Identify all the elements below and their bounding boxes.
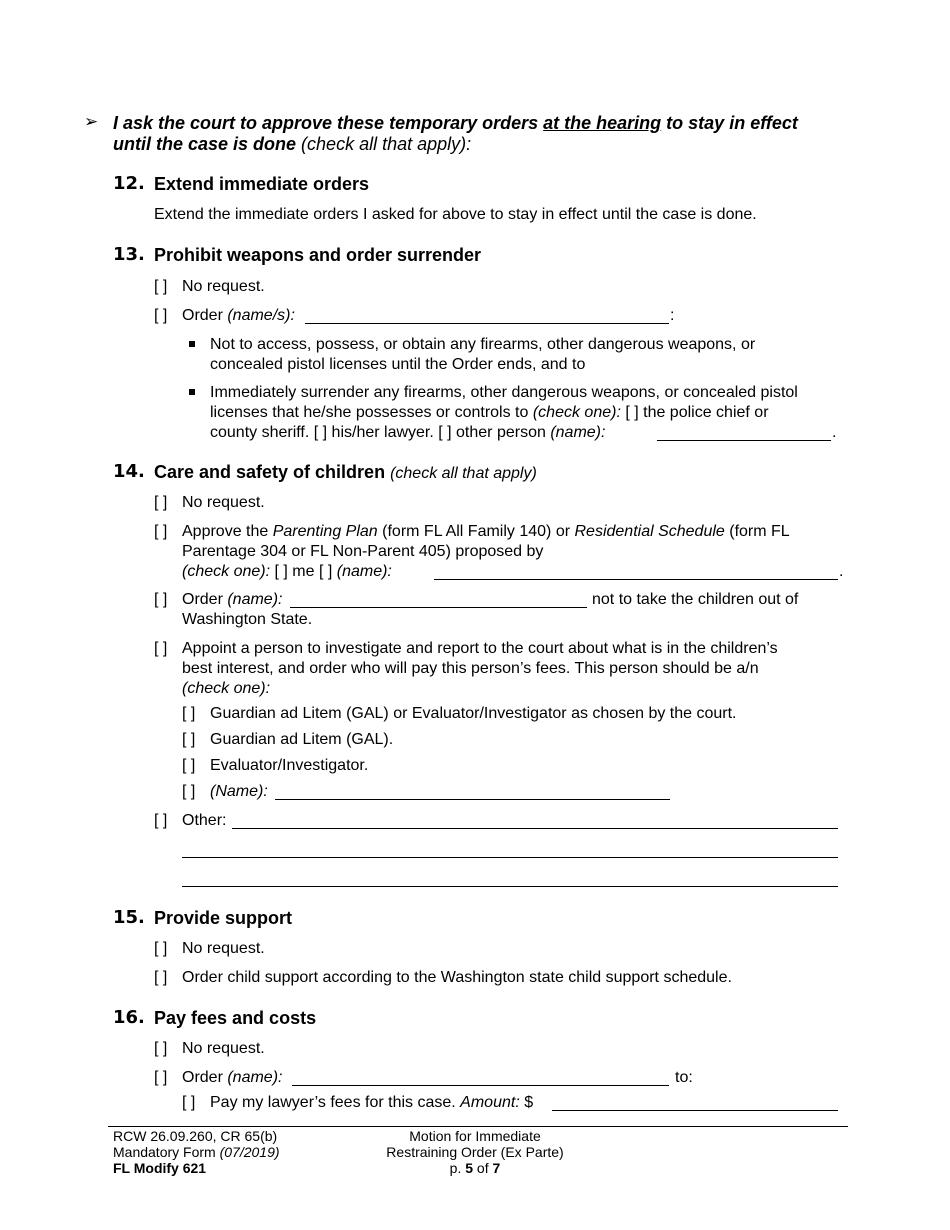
section-16-title: Pay fees and costs xyxy=(154,1008,317,1028)
s15-checkbox-order-support[interactable]: [ ] xyxy=(154,969,168,986)
s14-residential-schedule: Residential Schedule xyxy=(574,523,725,540)
s14-checkbox-gal-or-evaluator[interactable]: [ ] xyxy=(182,705,196,722)
s13-order-text: Order xyxy=(182,307,228,324)
s14-approve-text-3: (form FL xyxy=(724,523,790,540)
section-15-title: Provide support xyxy=(154,908,293,928)
s14-checkbox-evaluator[interactable]: [ ] xyxy=(182,757,196,774)
s14-title-note: (check all that apply) xyxy=(390,465,537,482)
s14-order-label xyxy=(182,591,282,609)
s14-approve-line-1 xyxy=(182,523,790,541)
s13-checkbox-order[interactable]: [ ] xyxy=(154,307,168,324)
s16-checkbox-no-request[interactable]: [ ] xyxy=(154,1040,168,1057)
s14-order-name-field[interactable] xyxy=(290,607,587,608)
section-13-number: 13. xyxy=(113,244,145,265)
s14-checkbox-order[interactable]: [ ] xyxy=(154,591,168,608)
s14-checkbox-other[interactable]: [ ] xyxy=(154,812,168,829)
intro-text: I ask the court to approve these temporary orders xyxy=(113,113,544,133)
s13-b2-check-one: (check one): xyxy=(532,404,621,421)
s14-check-one: (check one): xyxy=(182,563,271,580)
s13-period: . xyxy=(832,424,837,441)
section-12-number: 12. xyxy=(113,173,145,194)
s16-order-name-label: (name): xyxy=(227,1069,283,1086)
square-bullet-icon xyxy=(189,389,195,395)
s14-appoint-line-3: (check one): xyxy=(182,680,271,697)
s15-checkbox-no-request[interactable]: [ ] xyxy=(154,940,168,957)
s13-bullet-1-line-1: Not to access, possess, or obtain any firearms, other dangerous weapons, or xyxy=(210,336,756,353)
s13-other-person-field[interactable] xyxy=(657,440,831,441)
footer-page-current: 5 xyxy=(465,1160,474,1176)
s14-approve-text-2: (form FL All Family 140) or xyxy=(377,523,575,540)
s13-b2-text: licenses that he/she possesses or controls to xyxy=(210,404,533,421)
s14-other-field-line-2[interactable] xyxy=(182,857,838,858)
footer-title-1: Motion for Immediate xyxy=(409,1128,541,1144)
s13-order-label xyxy=(182,307,295,325)
s14-name-label: (name): xyxy=(336,563,392,580)
intro-line-2 xyxy=(113,134,471,155)
footer-divider xyxy=(108,1126,848,1127)
s13-bullet-2-line-1: Immediately surrender any firearms, other dangerous weapons, or concealed pistol xyxy=(210,384,798,401)
s16-to-label: to: xyxy=(675,1069,693,1086)
intro-text-end: to stay in effect xyxy=(661,113,798,133)
section-16-number: 16. xyxy=(113,1007,145,1028)
section-12-body: Extend the immediate orders I asked for above to stay in effect until the case is done. xyxy=(154,206,757,223)
footer-mandatory-text: Mandatory Form xyxy=(113,1144,220,1160)
s14-other-field-line-1[interactable] xyxy=(232,828,838,829)
footer-rcw: RCW 26.09.260, CR 65(b) xyxy=(113,1128,278,1144)
s16-pay-text: Pay my lawyer’s fees for this case. xyxy=(210,1094,461,1111)
s16-amount-label: Amount: xyxy=(460,1094,520,1111)
s14-order-tail: not to take the children out of xyxy=(592,591,799,608)
s13-checkbox-no-request[interactable]: [ ] xyxy=(154,278,168,295)
footer-page-prefix: p. xyxy=(449,1160,466,1176)
s14-option-gal-or-evaluator: Guardian ad Litem (GAL) or Evaluator/Investigator as chosen by the court. xyxy=(210,705,737,722)
s13-checkbox-police-chief[interactable]: [ ] the police chief or xyxy=(620,404,769,421)
s14-other-label: Other: xyxy=(182,812,227,829)
footer-page-total: 7 xyxy=(492,1160,501,1176)
s13-checkbox-options[interactable]: county sheriff. [ ] his/her lawyer. [ ] other person xyxy=(210,424,551,441)
s16-pay-fees-label xyxy=(210,1094,533,1112)
section-14-number: 14. xyxy=(113,461,145,482)
s16-checkbox-order[interactable]: [ ] xyxy=(154,1069,168,1086)
s14-order-text: Order xyxy=(182,591,228,608)
section-13-title: Prohibit weapons and order surrender xyxy=(154,245,482,265)
intro-bold: until the case is done xyxy=(113,134,302,154)
s14-order-name-label: (name): xyxy=(227,591,283,608)
footer-left xyxy=(113,1128,280,1176)
s13-order-names: (name/s): xyxy=(227,307,295,324)
footer-page-of: of xyxy=(473,1160,493,1176)
s13-bullet-2-line-2 xyxy=(210,404,769,422)
s14-approve-text: Approve the xyxy=(182,523,273,540)
s14-checkbox-named[interactable]: [ ] xyxy=(182,783,196,800)
intro-italic: (check all that apply): xyxy=(301,134,472,154)
s14-appoint-line-1: Appoint a person to investigate and report to the court about what is in the children’s xyxy=(182,640,778,657)
arrow-bullet-icon: ➢ xyxy=(84,112,99,131)
s15-no-request-label: No request. xyxy=(182,940,265,957)
s14-checkbox-appoint[interactable]: [ ] xyxy=(154,640,168,657)
s14-checkbox-gal[interactable]: [ ] xyxy=(182,731,196,748)
section-12-title: Extend immediate orders xyxy=(154,174,370,194)
s14-appoint-line-2: best interest, and order who will pay this person’s fees. This person should be a/n xyxy=(182,660,759,677)
footer-mandatory-form xyxy=(113,1144,280,1160)
footer-page-number xyxy=(365,1160,585,1176)
section-15-number: 15. xyxy=(113,907,145,928)
s13-no-request-label: No request. xyxy=(182,278,265,295)
s14-option-gal: Guardian ad Litem (GAL). xyxy=(210,731,394,748)
s16-amount-field[interactable] xyxy=(552,1110,838,1111)
s13-colon: : xyxy=(670,307,675,324)
s14-no-request-label: No request. xyxy=(182,494,265,511)
s14-approve-line-2: Parentage 304 or FL Non-Parent 405) proposed by xyxy=(182,543,544,560)
s16-order-name-field[interactable] xyxy=(292,1085,669,1086)
s16-no-request-label: No request. xyxy=(182,1040,265,1057)
s14-title-text: Care and safety of children xyxy=(154,462,391,482)
intro-underlined: at the hearing xyxy=(543,113,662,133)
s14-approve-line-3 xyxy=(182,563,392,581)
s14-option-named-label: (Name): xyxy=(210,783,268,800)
intro-line-1 xyxy=(113,113,798,134)
s13-bullet-1-line-2: concealed pistol licenses until the Order ends, and to xyxy=(210,356,586,373)
s14-checkbox-me-name[interactable]: [ ] me [ ] xyxy=(270,563,337,580)
s13-names-field[interactable] xyxy=(305,323,669,324)
s14-period: . xyxy=(839,563,844,580)
footer-form-id: FL Modify 621 xyxy=(113,1160,207,1176)
s14-order-line-2: Washington State. xyxy=(182,611,313,628)
s14-checkbox-approve[interactable]: [ ] xyxy=(154,523,168,540)
s13-other-person-name-label: (name): xyxy=(550,424,606,441)
s13-bullet-2-line-3 xyxy=(210,424,605,442)
s14-option-evaluator: Evaluator/Investigator. xyxy=(210,757,369,774)
s14-named-field[interactable] xyxy=(275,799,670,800)
s16-dollar-sign: $ xyxy=(519,1094,534,1111)
square-bullet-icon xyxy=(189,341,195,347)
s14-checkbox-no-request[interactable]: [ ] xyxy=(154,494,168,511)
s16-order-label xyxy=(182,1069,282,1087)
s14-other-field-line-3[interactable] xyxy=(182,886,838,887)
s16-checkbox-pay-fees[interactable]: [ ] xyxy=(182,1094,196,1111)
footer-middle xyxy=(365,1128,585,1176)
s14-parenting-plan: Parenting Plan xyxy=(272,523,378,540)
s16-order-text: Order xyxy=(182,1069,228,1086)
s14-proposer-name-field[interactable] xyxy=(434,579,838,580)
footer-form-date: (07/2019) xyxy=(219,1144,280,1160)
section-14-title xyxy=(154,462,537,483)
s15-order-support-label: Order child support according to the Washington state child support schedule. xyxy=(182,969,732,986)
footer-title-2: Restraining Order (Ex Parte) xyxy=(386,1144,564,1160)
